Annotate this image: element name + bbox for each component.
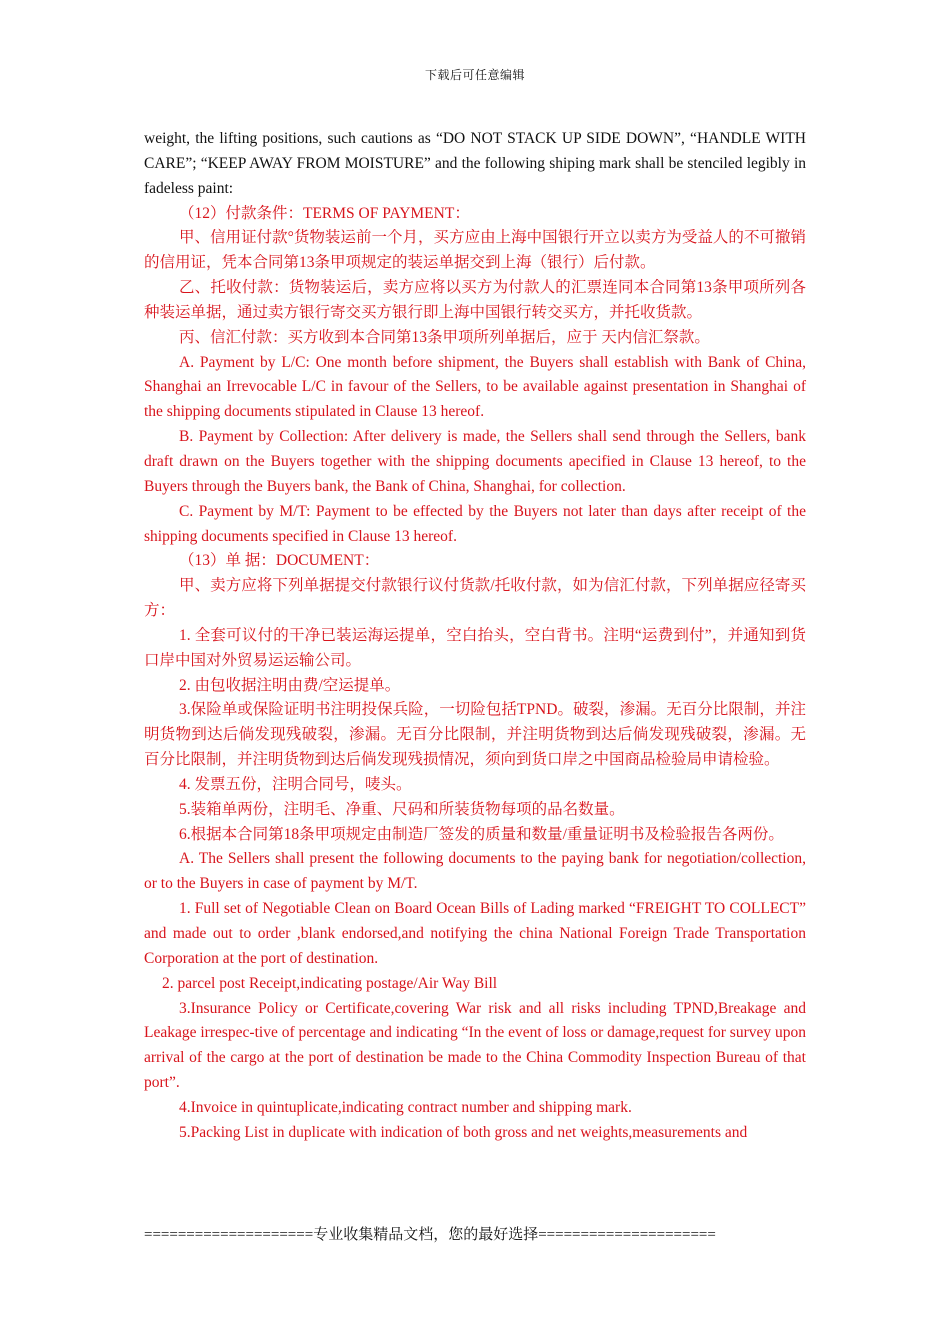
list-item: 4. 发票五份，注明合同号，唛头。 <box>179 775 412 793</box>
paragraph: A. Payment by L/C: One month before shipment, the Buyers shall establish with Bank of China, Shanghai an Irrevocable L/C in favour of the Sellers, to be available against presentation in Shanghai of the shipping documents stipulated in Clause 13 hereof. <box>144 353 806 421</box>
paragraph: 甲、卖方应将下列单据提交付款银行议付货款/托收付款，如为信汇付款，下列单据应径寄买方： <box>144 577 806 620</box>
list-item: 3.保险单或保险证明书注明投保兵险，一切险包括TPND。破裂，渗漏。无百分比限制，并注明货物到达后倘发现残破裂，渗漏。无百分比限制，并注明货物到达后倘发现残破裂，渗漏。无百分比限制，并注明货物到达后倘发现残损情况，须向到货口岸之中国商品检验局申请检验。 <box>144 701 806 769</box>
paragraph: C. Payment by M/T: Payment to be effected by the Buyers not later than days after receipt of the shipping documents specified in Clause 13 hereof. <box>144 502 806 545</box>
list-item: 3.Insurance Policy or Certificate,covering War risk and all risks including TPND,Breakage and Leakage irrespec-tive of percentage and indicating “In the event of loss or damage,request for survey upon arrival of the cargo at the port of destination be made to the China Commodity Inspection Bureau of that port”. <box>144 999 806 1092</box>
list-item: 1. 全套可议付的干净已装运海运提单，空白抬头，空白背书。注明“运费到付”，并通知到货口岸中国对外贸易运运输公司。 <box>144 626 806 669</box>
page-header: 下载后可任意编辑 <box>424 68 525 82</box>
list-item: 2. parcel post Receipt,indicating postage/Air Way Bill <box>162 974 498 992</box>
list-item: 5.Packing List in duplicate with indication of both gross and net weights,measurements and <box>179 1123 748 1141</box>
list-item: 1. Full set of Negotiable Clean on Board Ocean Bills of Lading marked “FREIGHT TO COLLECT” and made out to order ,blank endorsed,and notifying the china National Foreign Trade Transportation Corporation at the port of destination. <box>144 900 806 967</box>
paragraph: weight, the lifting positions, such cautions as “DO NOT STACK UP SIDE DOWN”, “HANDLE WITH CARE”; “KEEP AWAY FROM MOISTURE” and the following shiping mark shall be stenciled legibly in fadeless paint: <box>144 130 806 197</box>
list-item: 2. 由包收据注明由费/空运提单。 <box>179 676 401 694</box>
paragraph: 乙、托收付款：货物装运后，卖方应将以买方为付款人的汇票连同本合同第13条甲项所列各种装运单据，通过卖方银行寄交买方银行即上海中国银行转交买方，并托收货款。 <box>144 279 806 321</box>
list-item: 4.Invoice in quintuplicate,indicating contract number and shipping mark. <box>179 1098 632 1116</box>
paragraph: B. Payment by Collection: After delivery is made, the Sellers shall send through the Sellers, bank draft drawn on the Buyers together with the shipping documents apecified in Clause 13 hereof, to the Buyers through the Buyers bank, the Bank of China, Shanghai, for collection. <box>144 428 806 495</box>
document-body <box>144 127 806 1146</box>
paragraph: 丙、信汇付款：买方收到本合同第13条甲项所列单据后，应于 天内信汇祭款。 <box>179 328 710 346</box>
paragraph: 甲、信用证付款°货物装运前一个月，买方应由上海中国银行开立以卖方为受益人的不可撤销的信用证，凭本合同第13条甲项规定的装运单据交到上海（银行）后付款。 <box>144 229 806 272</box>
list-item: 6.根据本合同第18条甲项规定由制造厂签发的质量和数量/重量证明书及检验报告各两份。 <box>179 825 784 843</box>
list-item: 5.装箱单两份，注明毛、净重、尺码和所装货物每项的品名数量。 <box>179 800 625 818</box>
paragraph: A. The Sellers shall present the following documents to the paying bank for negotiation/collection, or to the Buyers in case of payment by M/T. <box>144 850 806 893</box>
page-footer: ====================专业收集精品文档，您的最好选择===================== <box>144 1227 716 1243</box>
section-heading-payment: （12）付款条件：TERMS OF PAYMENT： <box>179 204 470 222</box>
section-heading-document: （13）单 据：DOCUMENT： <box>179 552 380 570</box>
